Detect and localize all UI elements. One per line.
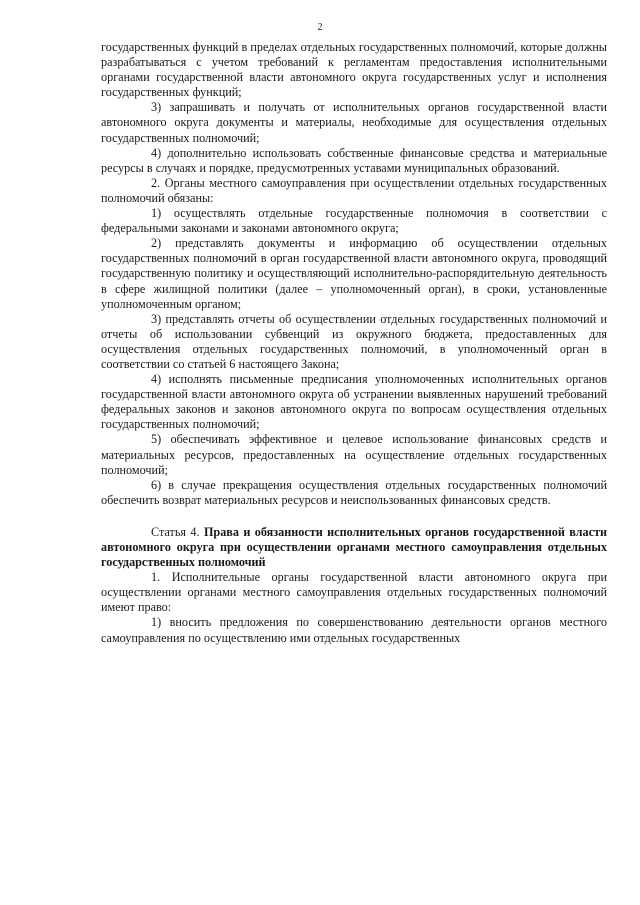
paragraph-continuation: государственных функций в пределах отдельных государственных полномочий, которые должны разрабатываться с учетом требований к регламентам предоставления исполнительными органами государственной власти автономного округа государственных услуг и исполнения государственных функций; — [101, 40, 607, 100]
paragraph-item-3: 3) запрашивать и получать от исполнительных органов государственной власти автономного округа документы и материалы, необходимые для осуществления отдельных государственных полномочий; — [101, 100, 607, 145]
paragraph-duty-6: 6) в случае прекращения осуществления отдельных государственных полномочий обеспечить возврат материальных ресурсов и неиспользованных финансовых средств. — [101, 477, 607, 507]
paragraph-duty-2: 2) представлять документы и информацию об осуществлении отдельных государственных полномочий в орган государственной власти автономного округа, проводящий государственную политику и осуществляющий исполнительно-распорядительную деятельность в сфере жилищной политики (далее – уполномоченный орган), в сроки, установленные уполномоченным органом; — [101, 236, 607, 311]
document-body — [101, 40, 607, 646]
paragraph-article-4-part-1: 1. Исполнительные органы государственной власти автономного округа при осуществлении органами местного самоуправления отдельных государственных полномочий имеют право: — [101, 570, 607, 615]
paragraph-duty-5: 5) обеспечивать эффективное и целевое использование финансовых средств и материальных ресурсов, предоставленных на осуществление отдельных государственных полномочий; — [101, 432, 607, 477]
paragraph-duty-1: 1) осуществлять отдельные государственные полномочия в соответствии с федеральными законами и законами автономного округа; — [101, 206, 607, 236]
paragraph-part-2: 2. Органы местного самоуправления при осуществлении отдельных государственных полномочий обязаны: — [101, 175, 607, 205]
section-gap — [101, 508, 607, 525]
article-heading — [101, 525, 607, 570]
page-number: 2 — [317, 22, 323, 33]
paragraph-duty-3: 3) представлять отчеты об осуществлении отдельных государственных полномочий и отчеты об использовании субвенций из окружного бюджета, предоставленных для осуществления отдельных государственных полномочий, в уполномоченный орган в соответствии со статьей 6 настоящего Закона; — [101, 311, 607, 371]
paragraph-duty-4: 4) исполнять письменные предписания уполномоченных исполнительных органов государственной власти автономного округа об устранении выявленных нарушений требований федеральных законов и законов автономного округа по вопросам осуществления отдельных государственных полномочий; — [101, 372, 607, 432]
article-label: Статья 4. — [151, 524, 200, 539]
paragraph-article-4-item-1: 1) вносить предложения по совершенствованию деятельности органов местного самоуправления по осуществлению ими отдельных государственных — [101, 615, 607, 645]
paragraph-item-4: 4) дополнительно использовать собственные финансовые средства и материальные ресурсы в случаях и порядке, предусмотренных уставами муниципальных образований. — [101, 145, 607, 175]
article-title: Права и обязанности исполнительных органов государственной власти автономного округа при осуществлении органами местного самоуправления отдельных государственных полномочий — [101, 524, 607, 570]
